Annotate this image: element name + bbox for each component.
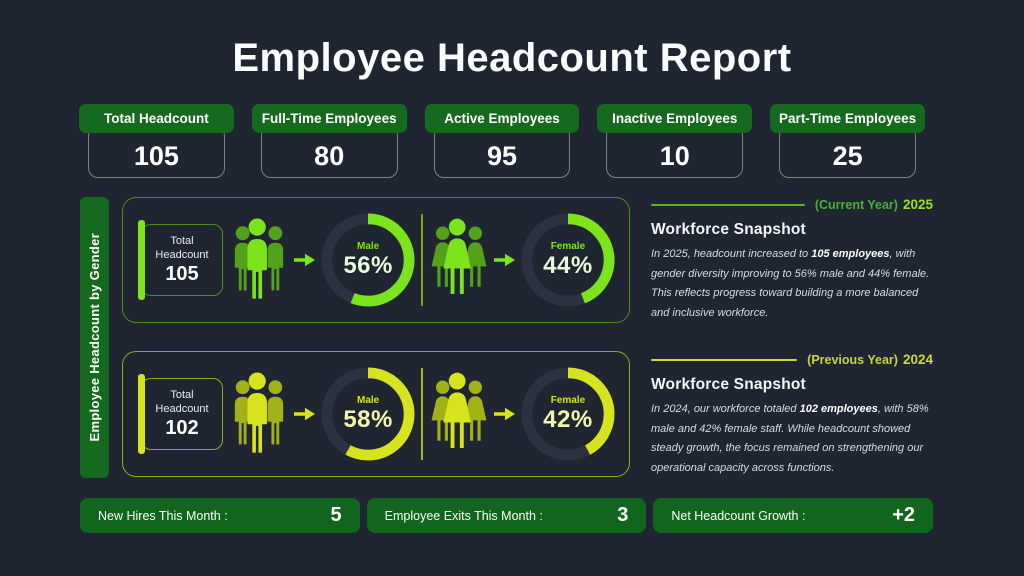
stat-card-full-time	[252, 104, 407, 178]
metric-value: 3	[617, 504, 629, 526]
snapshot-2024	[651, 352, 933, 478]
stat-value: 25	[779, 126, 916, 178]
stat-value: 80	[261, 126, 398, 178]
para-bold: 102 employees	[799, 403, 878, 415]
donut-label: Male	[356, 240, 380, 252]
female-donut-2024	[521, 367, 615, 461]
stat-label: Inactive Employees	[597, 104, 752, 133]
metric-label: Net Headcount Growth :	[671, 508, 806, 523]
stat-card-total-headcount	[79, 104, 234, 178]
accent-line	[651, 359, 797, 361]
female-group-icon	[429, 218, 489, 302]
total-headcount-label: Total Headcount	[155, 388, 209, 415]
gender-panel-2024	[122, 351, 630, 477]
year-value: 2025	[902, 197, 933, 212]
panel-divider	[421, 214, 423, 306]
total-headcount-box-2024	[141, 378, 223, 450]
year-value: 2024	[902, 352, 933, 367]
donut-percent: 56%	[343, 251, 393, 279]
donut-label: Female	[550, 394, 586, 406]
metric-exits	[367, 498, 647, 533]
snapshot-2025	[651, 197, 933, 323]
para-text: In 2024, our workforce totaled	[651, 403, 800, 415]
donut-label: Female	[550, 240, 586, 252]
metric-value: 5	[330, 504, 342, 526]
stat-value: 10	[606, 126, 743, 178]
gender-panel-2025	[122, 197, 630, 323]
accent-bar	[138, 220, 145, 300]
year-tag: (Current Year)	[814, 197, 898, 212]
donut-percent: 58%	[343, 405, 393, 433]
stat-value: 105	[88, 126, 225, 178]
snapshot-title: Workforce Snapshot	[651, 376, 806, 393]
metric-new-hires	[80, 498, 360, 533]
male-donut-2024	[321, 367, 415, 461]
stat-label: Part-Time Employees	[770, 104, 925, 133]
section-banner-gender	[80, 197, 109, 478]
para-text: , with 58% male and 42% female staff. While headcount showed steady growth, the focus remained on strengthening our operational capacity across functions.	[651, 403, 929, 474]
stat-card-inactive	[597, 104, 752, 178]
metric-label: Employee Exits This Month :	[384, 508, 543, 523]
donut-percent: 42%	[543, 405, 593, 433]
arrow-right-icon	[494, 253, 515, 267]
total-headcount-value: 102	[165, 417, 199, 440]
stat-card-active	[425, 104, 580, 178]
stat-card-part-time	[770, 104, 925, 178]
page-title: Employee Headcount Report	[232, 36, 792, 80]
stat-label: Full-Time Employees	[252, 104, 407, 133]
accent-bar	[138, 374, 145, 454]
total-headcount-box-2025	[141, 224, 223, 296]
arrow-right-icon	[294, 253, 315, 267]
total-headcount-value: 105	[165, 263, 199, 286]
accent-line	[651, 204, 805, 206]
para-bold: 105 employees	[811, 248, 890, 260]
male-group-icon	[229, 218, 289, 302]
para-text: , with gender diversity improving to 56% male and 44% female. This reflects progress toward building a more balanced and inclusive workforce.	[651, 248, 930, 319]
stat-value: 95	[434, 126, 571, 178]
total-headcount-label: Total Headcount	[155, 234, 209, 261]
stat-label: Total Headcount	[79, 104, 234, 133]
snapshot-paragraph	[651, 245, 933, 323]
snapshot-title: Workforce Snapshot	[651, 221, 806, 238]
donut-label: Male	[356, 394, 380, 406]
footer-metrics-row	[80, 498, 933, 533]
female-donut-2025	[521, 213, 615, 307]
male-donut-2025	[321, 213, 415, 307]
metric-label: New Hires This Month :	[98, 508, 228, 523]
year-tag: (Previous Year)	[807, 352, 898, 367]
metric-net-growth	[653, 498, 933, 533]
metric-value: +2	[892, 504, 916, 526]
male-group-icon	[229, 372, 289, 456]
arrow-right-icon	[494, 407, 515, 421]
stat-label: Active Employees	[425, 104, 580, 133]
donut-percent: 44%	[543, 251, 593, 279]
para-text: In 2025, headcount increased to	[651, 248, 812, 260]
arrow-right-icon	[294, 407, 315, 421]
panel-divider	[421, 368, 423, 460]
summary-stats-row	[79, 104, 925, 178]
section-banner-label: Employee Headcount by Gender	[87, 233, 102, 442]
snapshot-paragraph	[651, 400, 933, 478]
female-group-icon	[429, 372, 489, 456]
